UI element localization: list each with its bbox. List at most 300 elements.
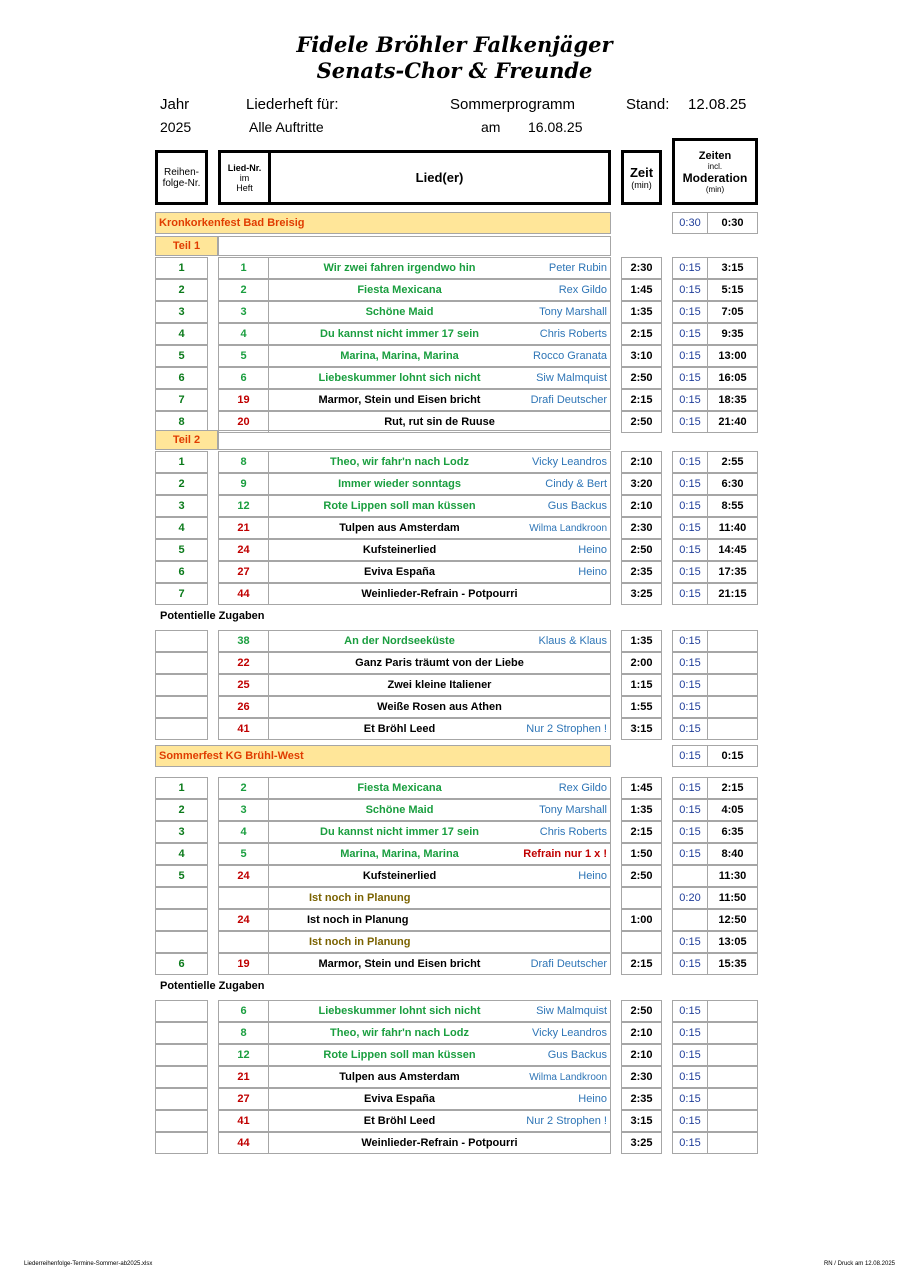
song-zeit: 1:50 [621, 843, 662, 865]
song-moderation: 0:15 [672, 301, 708, 323]
song-row [268, 539, 611, 561]
song-zeit: 2:50 [621, 367, 662, 389]
song-artist: Rex Gildo [558, 284, 607, 296]
song-artist: Peter Rubin [548, 262, 607, 274]
song-row [268, 718, 611, 740]
song-zeit: 1:55 [621, 696, 662, 718]
song-row [268, 451, 611, 473]
header-zeit-unit: (min) [631, 180, 652, 190]
song-moderation: 0:15 [672, 652, 708, 674]
song-total-empty [707, 674, 758, 696]
liederheft-label: Liederheft für: [246, 96, 339, 113]
song-artist: Heino [578, 1093, 607, 1105]
song-title: Rote Lippen soll man küssen [323, 1049, 476, 1061]
reihenfolge-nr [155, 1088, 208, 1110]
reihenfolge-nr: 2 [155, 799, 208, 821]
song-moderation: 0:15 [672, 473, 708, 495]
song-title: Weinlieder-Refrain - Potpourri [361, 1137, 518, 1149]
song-zeit: 2:10 [621, 1044, 662, 1066]
song-total-empty [707, 630, 758, 652]
song-artist: Chris Roberts [539, 826, 607, 838]
lied-nr: 2 [218, 777, 269, 799]
song-row [268, 674, 611, 696]
song-artist: Rex Gildo [558, 782, 607, 794]
song-total: 6:35 [707, 821, 758, 843]
song-zeit: 2:10 [621, 451, 662, 473]
song-moderation: 0:15 [672, 931, 708, 953]
song-row [268, 495, 611, 517]
song-total: 17:35 [707, 561, 758, 583]
song-moderation: 0:15 [672, 777, 708, 799]
song-artist: Heino [578, 870, 607, 882]
song-title: Kufsteinerlied [362, 870, 437, 882]
programm-value: Sommerprogramm [450, 96, 576, 113]
song-title: An der Nordseeküste [344, 635, 455, 647]
lied-nr: 44 [218, 1132, 269, 1154]
song-row [268, 1000, 611, 1022]
reihenfolge-nr: 1 [155, 777, 208, 799]
song-total: 12:50 [707, 909, 758, 931]
song-row [268, 389, 611, 411]
header-zeiten-incl: incl. [707, 161, 723, 171]
header-zeiten-unit: (min) [705, 184, 725, 194]
reihenfolge-nr [155, 1110, 208, 1132]
song-moderation: 0:15 [672, 257, 708, 279]
song-moderation: 0:15 [672, 1110, 708, 1132]
lied-nr: 12 [218, 1044, 269, 1066]
song-zeit: 2:10 [621, 1022, 662, 1044]
song-moderation: 0:15 [672, 323, 708, 345]
auftritte-value: Alle Auftritte [249, 119, 324, 135]
song-zeit: 2:50 [621, 411, 662, 433]
jahr-value: 2025 [160, 119, 192, 135]
song-title: Liebeskummer lohnt sich nicht [318, 1005, 481, 1017]
song-total: 13:00 [707, 345, 758, 367]
song-title: Ist noch in Planung [307, 914, 409, 926]
song-row [268, 301, 611, 323]
song-zeit: 1:35 [621, 799, 662, 821]
reihenfolge-nr: 6 [155, 367, 208, 389]
song-moderation: 0:15 [672, 1022, 708, 1044]
song-artist: Heino [578, 566, 607, 578]
song-row [268, 279, 611, 301]
lied-nr: 4 [218, 323, 269, 345]
song-total-empty [707, 1044, 758, 1066]
reihenfolge-nr: 5 [155, 865, 208, 887]
song-zeit: 2:50 [621, 539, 662, 561]
song-zeit: 3:10 [621, 345, 662, 367]
song-moderation: 0:15 [672, 451, 708, 473]
song-title: Fiesta Mexicana [357, 782, 442, 794]
song-total-empty [707, 1022, 758, 1044]
song-zeit: 2:50 [621, 865, 662, 887]
song-title: Immer wieder sonntags [338, 478, 461, 490]
lied-nr: 5 [218, 843, 269, 865]
lied-nr: 25 [218, 674, 269, 696]
lied-nr: 22 [218, 652, 269, 674]
song-row [268, 630, 611, 652]
song-title: Du kannst nicht immer 17 sein [320, 826, 479, 838]
song-row [268, 931, 611, 953]
song-artist: Cindy & Bert [545, 478, 607, 490]
song-row [268, 843, 611, 865]
reihenfolge-nr: 2 [155, 473, 208, 495]
song-zeit: 3:15 [621, 1110, 662, 1132]
song-title: Marina, Marina, Marina [340, 848, 459, 860]
reihenfolge-nr [155, 718, 208, 740]
reihenfolge-nr [155, 1132, 208, 1154]
song-total-empty [707, 1066, 758, 1088]
teil-2-spacer [218, 430, 611, 450]
song-total-empty [707, 1088, 758, 1110]
reihenfolge-nr: 5 [155, 539, 208, 561]
zugaben-label-2: Potentielle Zugaben [160, 980, 265, 992]
song-artist: Nur 2 Strophen ! [526, 1115, 607, 1127]
song-zeit: 1:35 [621, 630, 662, 652]
song-total: 2:15 [707, 777, 758, 799]
song-moderation: 0:15 [672, 411, 708, 433]
am-label: am [481, 119, 501, 135]
song-total-empty [707, 696, 758, 718]
lied-nr: 9 [218, 473, 269, 495]
song-total: 13:05 [707, 931, 758, 953]
song-title: Weinlieder-Refrain - Potpourri [361, 588, 518, 600]
song-moderation: 0:15 [672, 1044, 708, 1066]
song-row [268, 561, 611, 583]
reihenfolge-nr [155, 931, 208, 953]
lied-nr: 6 [218, 367, 269, 389]
song-zeit: 2:30 [621, 257, 662, 279]
reihenfolge-nr [155, 696, 208, 718]
song-title: Rote Lippen soll man küssen [323, 500, 476, 512]
song-artist: Tony Marshall [539, 306, 607, 318]
lied-nr: 8 [218, 1022, 269, 1044]
song-zeit: 2:10 [621, 495, 662, 517]
title-line-1: Fidele Bröhler Falkenjäger [296, 32, 613, 57]
song-row [268, 1066, 611, 1088]
reihenfolge-nr [155, 630, 208, 652]
song-total: 11:50 [707, 887, 758, 909]
lied-nr: 24 [218, 909, 269, 931]
song-title: Ist noch in Planung [309, 892, 411, 904]
reihenfolge-nr: 5 [155, 345, 208, 367]
song-total: 15:35 [707, 953, 758, 975]
song-moderation: 0:15 [672, 799, 708, 821]
song-moderation: 0:15 [672, 1088, 708, 1110]
song-zeit: 2:00 [621, 652, 662, 674]
song-row [268, 821, 611, 843]
reihenfolge-nr: 2 [155, 279, 208, 301]
event2-total: 0:15 [707, 745, 758, 767]
song-title: Kufsteinerlied [362, 544, 437, 556]
footer-filename: Liederreihenfolge-Termine-Sommer-ab2025.xlsx [24, 1261, 153, 1267]
title-line-2: Senats-Chor & Freunde [316, 58, 593, 83]
song-total: 4:05 [707, 799, 758, 821]
teil-2-label: Teil 2 [155, 430, 218, 450]
song-zeit: 3:15 [621, 718, 662, 740]
song-total: 2:55 [707, 451, 758, 473]
song-moderation: 0:15 [672, 674, 708, 696]
lied-nr: 24 [218, 865, 269, 887]
lied-nr: 19 [218, 389, 269, 411]
song-zeit: 2:15 [621, 953, 662, 975]
song-row [268, 1088, 611, 1110]
song-row [268, 257, 611, 279]
header-zeit [621, 150, 662, 205]
header-liednr-line2: im [239, 172, 250, 183]
song-artist: Nur 2 Strophen ! [526, 723, 607, 735]
reihenfolge-nr: 4 [155, 323, 208, 345]
header-reihenfolge-line2: folge-Nr. [162, 177, 201, 189]
header-zeiten-mod: Moderation [682, 170, 748, 185]
song-artist: Wilma Landkroon [529, 522, 607, 534]
header-liednr [218, 150, 271, 205]
song-zeit: 2:30 [621, 1066, 662, 1088]
reihenfolge-nr [155, 674, 208, 696]
reihenfolge-nr: 1 [155, 257, 208, 279]
song-zeit: 2:50 [621, 1000, 662, 1022]
song-artist: Vicky Leandros [531, 456, 607, 468]
header-zeiten [672, 138, 758, 205]
song-total: 11:40 [707, 517, 758, 539]
lied-nr: 2 [218, 279, 269, 301]
song-artist: Siw Malmquist [536, 372, 607, 384]
song-moderation: 0:15 [672, 843, 708, 865]
song-total: 18:35 [707, 389, 758, 411]
lied-nr: 41 [218, 718, 269, 740]
song-total: 21:40 [707, 411, 758, 433]
song-row [268, 345, 611, 367]
reihenfolge-nr: 4 [155, 843, 208, 865]
song-title: Ganz Paris träumt von der Liebe [355, 657, 524, 669]
reihenfolge-nr: 8 [155, 411, 208, 433]
song-row [268, 652, 611, 674]
am-date: 16.08.25 [528, 119, 583, 135]
song-zeit: 2:30 [621, 517, 662, 539]
song-row [268, 909, 611, 931]
header-liednr-line3: Heft [236, 182, 253, 193]
song-artist: Refrain nur 1 x ! [523, 848, 607, 860]
song-total: 21:15 [707, 583, 758, 605]
song-moderation: 0:15 [672, 718, 708, 740]
song-zeit: 1:45 [621, 279, 662, 301]
song-moderation: 0:15 [672, 630, 708, 652]
song-title: Theo, wir fahr'n nach Lodz [330, 456, 469, 468]
header-zeiten-label: Zeiten [698, 149, 732, 162]
song-moderation: 0:15 [672, 367, 708, 389]
song-total: 3:15 [707, 257, 758, 279]
song-moderation: 0:15 [672, 1066, 708, 1088]
lied-nr: 26 [218, 696, 269, 718]
song-row [268, 799, 611, 821]
event1-total: 0:30 [707, 212, 758, 234]
song-row [268, 865, 611, 887]
lied-nr: 6 [218, 1000, 269, 1022]
song-title: Marina, Marina, Marina [340, 350, 459, 362]
song-row [268, 517, 611, 539]
lied-nr: 19 [218, 953, 269, 975]
song-zeit: 1:15 [621, 674, 662, 696]
song-title: Liebeskummer lohnt sich nicht [318, 372, 481, 384]
song-artist: Heino [578, 544, 607, 556]
song-total: 14:45 [707, 539, 758, 561]
lied-nr: 3 [218, 301, 269, 323]
song-title: Et Bröhl Leed [363, 1115, 436, 1127]
reihenfolge-nr: 6 [155, 953, 208, 975]
song-moderation: 0:15 [672, 1000, 708, 1022]
reihenfolge-nr: 3 [155, 821, 208, 843]
lied-nr: 27 [218, 561, 269, 583]
lied-nr: 5 [218, 345, 269, 367]
lied-nr: 8 [218, 451, 269, 473]
song-total-empty [707, 1000, 758, 1022]
reihenfolge-nr [155, 1000, 208, 1022]
teil-1-label: Teil 1 [155, 236, 218, 256]
song-zeit: 2:15 [621, 821, 662, 843]
song-total: 11:30 [707, 865, 758, 887]
song-title: Et Bröhl Leed [363, 723, 436, 735]
song-title: Theo, wir fahr'n nach Lodz [330, 1027, 469, 1039]
song-title: Schöne Maid [365, 804, 434, 816]
lied-nr: 12 [218, 495, 269, 517]
lied-nr: 3 [218, 799, 269, 821]
song-row [268, 1110, 611, 1132]
header-reihenfolge-line1: Reihen- [163, 166, 200, 178]
event2-moderation: 0:15 [672, 745, 708, 767]
song-moderation: 0:15 [672, 821, 708, 843]
song-row [268, 696, 611, 718]
reihenfolge-nr: 3 [155, 495, 208, 517]
reihenfolge-nr: 4 [155, 517, 208, 539]
song-moderation: 0:15 [672, 495, 708, 517]
lied-nr [218, 931, 269, 953]
song-artist: Drafi Deutscher [530, 394, 607, 406]
reihenfolge-nr: 1 [155, 451, 208, 473]
zugaben-label-1: Potentielle Zugaben [160, 610, 265, 622]
song-artist: Tony Marshall [539, 804, 607, 816]
song-moderation: 0:15 [672, 583, 708, 605]
header-reihenfolge [155, 150, 208, 205]
song-row [268, 473, 611, 495]
reihenfolge-nr [155, 652, 208, 674]
song-artist: Drafi Deutscher [530, 958, 607, 970]
reihenfolge-nr: 6 [155, 561, 208, 583]
reihenfolge-nr: 7 [155, 583, 208, 605]
song-artist: Rocco Granata [533, 350, 607, 362]
song-artist: Chris Roberts [539, 328, 607, 340]
song-title: Schöne Maid [365, 306, 434, 318]
song-artist: Gus Backus [547, 1049, 607, 1061]
song-moderation: 0:15 [672, 389, 708, 411]
jahr-label: Jahr [160, 96, 190, 113]
song-title: Wir zwei fahren irgendwo hin [323, 262, 476, 274]
reihenfolge-nr [155, 1022, 208, 1044]
song-moderation [672, 865, 708, 887]
song-title: Du kannst nicht immer 17 sein [320, 328, 479, 340]
song-title: Tulpen aus Amsterdam [339, 522, 460, 534]
song-moderation [672, 909, 708, 931]
song-total: 5:15 [707, 279, 758, 301]
song-zeit: 2:15 [621, 323, 662, 345]
lied-nr: 27 [218, 1088, 269, 1110]
song-title: Tulpen aus Amsterdam [339, 1071, 460, 1083]
song-artist: Vicky Leandros [531, 1027, 607, 1039]
stand-date: 12.08.25 [688, 96, 747, 113]
song-row [268, 1022, 611, 1044]
lied-nr: 41 [218, 1110, 269, 1132]
song-title: Marmor, Stein und Eisen bricht [318, 958, 481, 970]
song-title: Zwei kleine Italiener [387, 679, 492, 691]
song-zeit: 1:35 [621, 301, 662, 323]
song-artist: Siw Malmquist [536, 1005, 607, 1017]
song-title: Rut, rut sin de Ruuse [384, 416, 495, 428]
song-moderation: 0:15 [672, 279, 708, 301]
song-total-empty [707, 1132, 758, 1154]
header-liednr-line1: Lied-Nr. [227, 162, 262, 173]
header-zeit-label: Zeit [629, 165, 654, 180]
song-artist: Klaus & Klaus [538, 635, 607, 647]
reihenfolge-nr [155, 909, 208, 931]
song-moderation: 0:15 [672, 517, 708, 539]
song-row [268, 887, 611, 909]
song-total-empty [707, 1110, 758, 1132]
song-zeit: 3:20 [621, 473, 662, 495]
event-header-2: Sommerfest KG Brühl-West [155, 745, 611, 767]
song-total: 6:30 [707, 473, 758, 495]
reihenfolge-nr: 3 [155, 301, 208, 323]
lied-nr: 4 [218, 821, 269, 843]
song-moderation: 0:15 [672, 696, 708, 718]
event1-moderation: 0:30 [672, 212, 708, 234]
lied-nr: 21 [218, 517, 269, 539]
song-row [268, 367, 611, 389]
song-zeit: 3:25 [621, 1132, 662, 1154]
lied-nr: 21 [218, 1066, 269, 1088]
song-total: 7:05 [707, 301, 758, 323]
song-zeit: 3:25 [621, 583, 662, 605]
song-zeit: 1:00 [621, 909, 662, 931]
song-artist: Wilma Landkroon [529, 1071, 607, 1083]
reihenfolge-nr [155, 1066, 208, 1088]
song-row [268, 777, 611, 799]
song-zeit: 2:35 [621, 1088, 662, 1110]
song-moderation: 0:15 [672, 539, 708, 561]
event-header-1: Kronkorkenfest Bad Breisig [155, 212, 611, 234]
lied-nr: 38 [218, 630, 269, 652]
lied-nr [218, 887, 269, 909]
lied-nr: 24 [218, 539, 269, 561]
song-artist: Gus Backus [547, 500, 607, 512]
song-zeit: 1:45 [621, 777, 662, 799]
song-zeit: 2:15 [621, 389, 662, 411]
song-title: Weiße Rosen aus Athen [377, 701, 502, 713]
song-moderation: 0:15 [672, 953, 708, 975]
song-zeit [621, 931, 662, 953]
song-zeit: 2:35 [621, 561, 662, 583]
reihenfolge-nr: 7 [155, 389, 208, 411]
stand-label: Stand: [626, 96, 670, 113]
song-row [268, 1132, 611, 1154]
header-lieder: Lied(er) [268, 150, 611, 205]
song-zeit [621, 887, 662, 909]
song-row [268, 583, 611, 605]
song-total-empty [707, 652, 758, 674]
song-title: Eviva España [364, 1093, 435, 1105]
song-moderation: 0:15 [672, 561, 708, 583]
song-moderation: 0:20 [672, 887, 708, 909]
song-total: 16:05 [707, 367, 758, 389]
song-title: Eviva España [364, 566, 435, 578]
